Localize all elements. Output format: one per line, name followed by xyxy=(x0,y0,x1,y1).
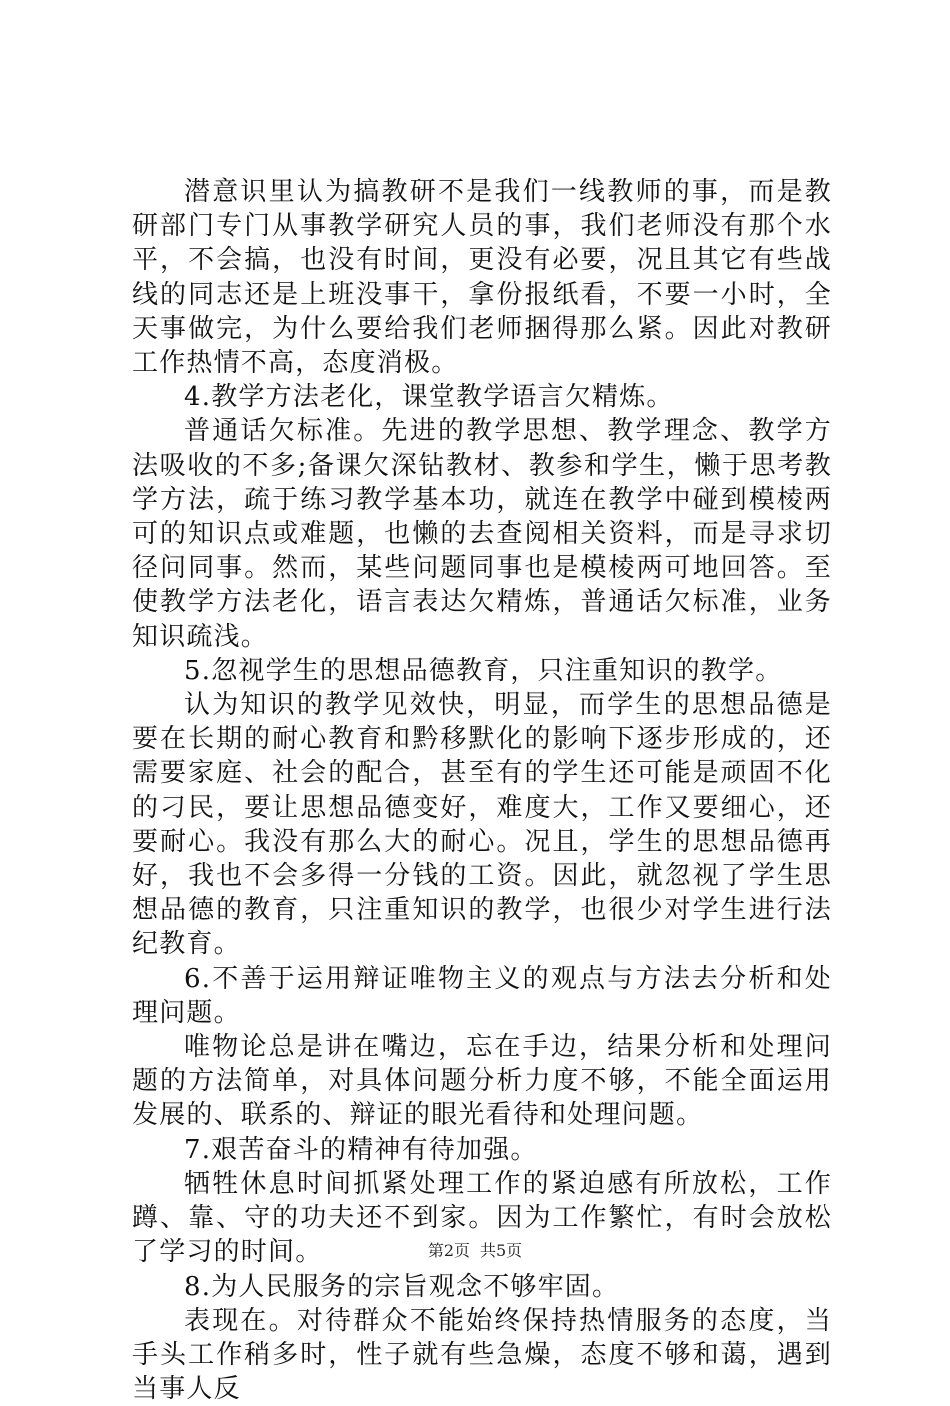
page-total: 共5页 xyxy=(480,1241,523,1260)
page-footer xyxy=(0,1241,950,1261)
paragraph: 潜意识里认为搞教研不是我们一线教师的事，而是教研部门专门从事教学研究人员的事，我们老师没有那个水平，不会搞，也没有时间，更没有必要，况且其它有些战线的同志还是上班没事干，拿份报纸看，不要一小时，全天事做完，为什么要给我们老师捆得那么紧。因此对教研工作热情不高，态度消极。 xyxy=(132,177,832,379)
paragraph: 表现在。对待群众不能始终保持热情服务的态度，当手头工作稍多时，性子就有些急燥，态度不够和蔼，遇到当事人反 xyxy=(132,1305,832,1405)
section-heading: 7.艰苦奋斗的精神有待加强。 xyxy=(184,1134,538,1165)
section-heading: 5.忽视学生的思想品德教育，只注重知识的教学。 xyxy=(184,655,783,686)
section-heading: 6.不善于运用辩证唯物主义的观点与方法去分析和处理问题。 xyxy=(132,963,832,1028)
page-number: 第2页 xyxy=(427,1241,470,1260)
paragraph: 普通话欠标准。先进的教学思想、教学理念、教学方法吸收的不多;备课欠深钻教材、教参和学生，懒于思考教学方法，疏于练习教学基本功，就连在教学中碰到模棱两可的知识点或难题，也懒的去查阅相关资料，而是寻求切径问同事。然而，某些问题同事也是模棱两可地回答。至使教学方法老化，语言表达欠精炼，普通话欠标准，业务知识疏浅。 xyxy=(132,416,832,652)
paragraph: 认为知识的教学见效快，明显，而学生的思想品德是要在长期的耐心教育和黔移默化的影响下逐步形成的，还需要家庭、社会的配合，甚至有的学生还可能是顽固不化的刁民，要让思想品德变好，难度大，工作又要细心，还要耐心。我没有那么大的耐心。况且，学生的思想品德再好，我也不会多得一分钱的工资。因此，就忽视了学生思想品德的教育，只注重知识的教学，也很少对学生进行法纪教育。 xyxy=(132,690,832,960)
section-heading: 4.教学方法老化，课堂教学语言欠精炼。 xyxy=(184,382,674,413)
paragraph: 唯物论总是讲在嘴边，忘在手边，结果分析和处理问题的方法简单，对具体问题分析力度不够，不能全面运用发展的、联系的、辩证的眼光看待和处理问题。 xyxy=(132,1032,832,1131)
paragraph: 牺牲休息时间抓紧处理工作的紧迫感有所放松，工作蹲、靠、守的功夫还不到家。因为工作繁忙，有时会放松了学习的时间。 xyxy=(132,1168,832,1268)
section-heading: 8.为人民服务的宗旨观念不够牢固。 xyxy=(184,1271,620,1302)
document-body xyxy=(132,175,832,1406)
